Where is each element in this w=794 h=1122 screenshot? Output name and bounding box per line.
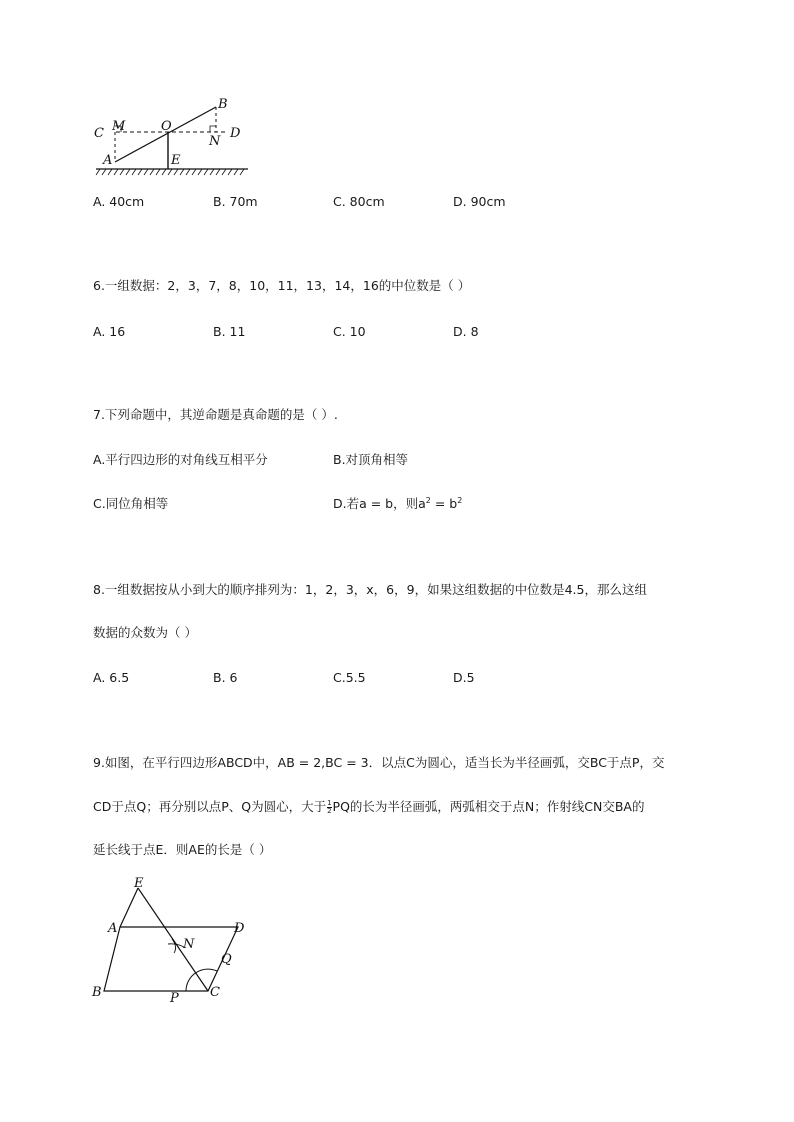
frac-numerator: 1	[327, 799, 332, 807]
q7-option-d-text: D.若a = b，则	[333, 496, 419, 511]
label-q2: Q	[221, 952, 232, 967]
label-c2: C	[210, 985, 220, 1000]
label-n: N	[209, 134, 221, 149]
q5-option-d: D. 90cm	[453, 194, 506, 209]
label-p2: P	[170, 991, 179, 1006]
label-d: D	[230, 126, 241, 141]
label-n2: N	[183, 937, 195, 952]
parallelogram-figure	[88, 875, 258, 1010]
seesaw-figure	[88, 95, 258, 185]
q6-option-d: D. 8	[453, 324, 479, 339]
q7-option-b: B.对顶角相等	[333, 452, 409, 467]
q8-option-c: C.5.5	[333, 670, 366, 685]
q8-option-d: D.5	[453, 670, 475, 685]
q7-option-c: C.同位角相等	[93, 496, 169, 511]
q9-line2-part1: CD于点Q；再分别以点P、Q为圆心，大于	[93, 799, 327, 814]
q9-stem-line1: 9.如图，在平行四边形ABCD中，AB = 2,BC = 3．以点C为圆心，适当长为半径画弧，交BC于点P，交	[93, 755, 665, 770]
q7-exp-1: 2	[425, 495, 431, 505]
q8-option-b: B. 6	[213, 670, 238, 685]
q8-stem-line1: 8.一组数据按从小到大的顺序排列为：1，2，3，x，6，9，如果这组数据的中位数是4.5，那么这组	[93, 582, 647, 597]
q7-option-a: A.平行四边形的对角线互相平分	[93, 452, 268, 467]
q6-option-a: A. 16	[93, 324, 126, 339]
q9-stem-line3: 延长线于点E．则AE的长是（ ）	[93, 842, 272, 857]
one-half-fraction	[327, 800, 331, 815]
q6-option-b: B. 11	[213, 324, 246, 339]
label-o: O	[161, 119, 172, 134]
q5-option-b: B. 70m	[213, 194, 258, 209]
label-b2: B	[92, 985, 102, 1000]
label-a2: A	[108, 921, 118, 936]
q9-line2-part2: PQ的长为半径画弧，两弧相交于点N；作射线CN交BA的	[332, 799, 645, 814]
q5-option-a: A. 40cm	[93, 194, 145, 209]
q7-stem: 7.下列命题中，其逆命题是真命题的是（ ）.	[93, 407, 338, 422]
q7-option-d	[333, 496, 462, 512]
label-a: A	[103, 153, 113, 168]
q5-option-c: C. 80cm	[333, 194, 385, 209]
q8-option-a: A. 6.5	[93, 670, 130, 685]
label-b: B	[218, 97, 228, 112]
label-d2: D	[234, 921, 245, 936]
q8-stem-line2: 数据的众数为（ ）	[93, 625, 197, 640]
q6-stem: 6.一组数据：2，3，7，8，10，11，13，14，16的中位数是（ ）	[93, 278, 471, 293]
q7-option-d-eq: = b	[430, 496, 458, 511]
label-e: E	[171, 153, 181, 168]
label-m: M	[112, 119, 126, 134]
q9-stem-line2	[93, 799, 644, 815]
label-e2: E	[134, 876, 144, 891]
q7-option-d-a: a	[418, 496, 426, 511]
frac-denominator: 2	[327, 807, 332, 815]
q7-exp-2: 2	[457, 495, 463, 505]
label-c: C	[94, 126, 104, 141]
q6-option-c: C. 10	[333, 324, 366, 339]
